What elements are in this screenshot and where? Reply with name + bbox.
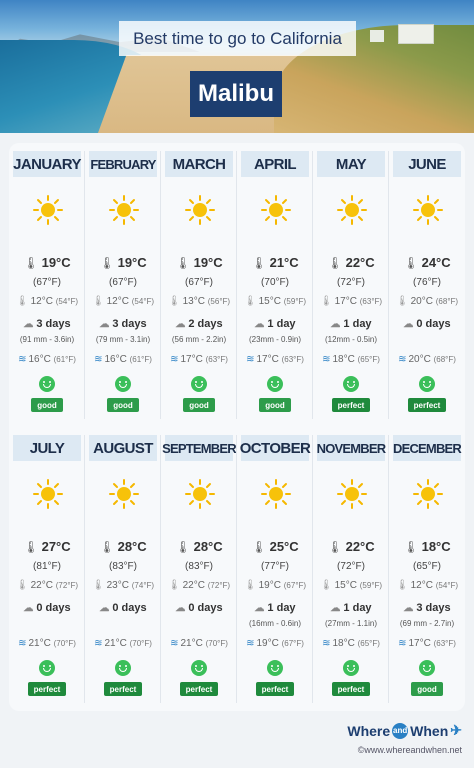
sea-temp: [85, 638, 161, 649]
thermometer-icon: 🌡: [319, 296, 333, 307]
low-temp: [161, 580, 237, 591]
sea-temp-f: (65°F): [357, 639, 380, 648]
rain-cloud-icon: ☁: [175, 603, 186, 614]
high-temp: [161, 539, 237, 554]
smiley-icon: [115, 376, 131, 392]
month-name: SEPTEMBER: [165, 435, 233, 461]
sea-temp: [9, 354, 85, 365]
low-temp-c: 15°C: [258, 296, 281, 307]
low-temp: [389, 580, 465, 591]
high-temp-f: (83°F): [109, 561, 137, 572]
month-card: [389, 427, 465, 711]
month-name: JULY: [13, 435, 81, 461]
rain-days: [9, 602, 85, 614]
high-temp-c: 22°C: [345, 255, 375, 270]
low-temp-c: 22°C: [30, 580, 53, 591]
smiley-icon: [267, 376, 283, 392]
low-temp-f: (54°F): [55, 297, 79, 306]
thermometer-icon: 🌡: [167, 580, 181, 591]
rain-amount: (27mm - 1.1in): [324, 619, 377, 628]
waves-icon: ≋: [170, 638, 179, 649]
high-temp: [237, 539, 313, 554]
month-card: [161, 143, 237, 427]
sun-icon: [337, 195, 367, 225]
sun-icon: [185, 479, 215, 509]
thermometer-icon: 🌡: [23, 540, 39, 554]
rain-days-value: 1 day: [267, 602, 296, 614]
high-temp-c: 24°C: [421, 255, 451, 270]
low-temp: [313, 580, 389, 591]
smiley-icon: [343, 660, 359, 676]
month-card: [389, 143, 465, 427]
sea-temp-f: (65°F): [357, 355, 380, 364]
thermometer-icon: 🌡: [327, 540, 343, 554]
smiley-icon: [191, 376, 207, 392]
high-temp-c: 22°C: [345, 539, 375, 554]
sun-icon: [185, 195, 215, 225]
rain-days-value: 3 days: [416, 602, 451, 614]
high-temp: [389, 539, 465, 554]
sun-icon: [109, 479, 139, 509]
rain-cloud-icon: ☁: [175, 319, 186, 330]
thermometer-icon: 🌡: [175, 256, 191, 270]
thermometer-icon: 🌡: [99, 256, 115, 270]
high-temp-f: (67°F): [33, 277, 61, 288]
thermometer-icon: 🌡: [403, 540, 419, 554]
rain-days-value: 0 days: [416, 318, 451, 330]
low-temp: [85, 580, 161, 591]
rain-cloud-icon: ☁: [330, 319, 341, 330]
house-shape: [398, 24, 434, 44]
sun-icon: [109, 195, 139, 225]
rating-badge: perfect: [180, 682, 218, 696]
sea-temp-f: (68°F): [433, 355, 456, 364]
high-temp-c: 25°C: [269, 539, 299, 554]
high-temp-f: (81°F): [33, 561, 61, 572]
location-title: Malibu: [190, 71, 282, 117]
month-name: FEBRUARY: [89, 151, 157, 177]
sea-temp: [389, 354, 465, 365]
month-card: [161, 427, 237, 711]
low-temp: [9, 580, 85, 591]
sea-temp-c: 21°C: [104, 638, 127, 649]
low-temp-f: (72°F): [55, 581, 79, 590]
month-card: [237, 427, 313, 711]
sea-temp-f: (61°F): [129, 355, 152, 364]
sea-temp-c: 16°C: [28, 354, 51, 365]
high-temp-f: (83°F): [185, 561, 213, 572]
month-card: [85, 427, 161, 711]
high-temp-c: 21°C: [269, 255, 299, 270]
low-temp-f: (67°F): [283, 581, 307, 590]
sea-temp-c: 17°C: [180, 354, 203, 365]
thermometer-icon: 🌡: [91, 580, 105, 591]
high-temp-f: (67°F): [185, 277, 213, 288]
rain-days: [85, 602, 161, 614]
low-temp: [237, 580, 313, 591]
rain-days: [237, 318, 313, 330]
logo-and: and: [392, 723, 408, 739]
logo-when: When: [410, 722, 449, 739]
sea-temp: [313, 354, 389, 365]
rating-badge: perfect: [256, 682, 294, 696]
sea-temp: [161, 354, 237, 365]
month-name: JUNE: [393, 151, 461, 177]
low-temp-c: 12°C: [30, 296, 53, 307]
sun-icon: [413, 195, 443, 225]
sea-temp-c: 20°C: [408, 354, 431, 365]
smiley-icon: [419, 660, 435, 676]
sea-temp-f: (61°F): [53, 355, 76, 364]
low-temp: [9, 296, 85, 307]
sea-temp: [389, 638, 465, 649]
low-temp-c: 15°C: [334, 580, 357, 591]
sea-temp-c: 18°C: [332, 638, 355, 649]
sea-temp-f: (63°F): [281, 355, 304, 364]
footer-url[interactable]: ©www.whereandwhen.net: [357, 745, 462, 755]
month-card: [313, 427, 389, 711]
rain-days: [161, 318, 237, 330]
rain-amount: (23mm - 0.9in): [248, 335, 301, 344]
rain-days: [389, 602, 465, 614]
sea-temp-f: (63°F): [433, 639, 456, 648]
high-temp-f: (72°F): [337, 277, 365, 288]
sun-icon: [33, 479, 63, 509]
rain-amount: (56 mm - 2.2in): [171, 335, 227, 344]
low-temp: [161, 296, 237, 307]
waves-icon: ≋: [322, 354, 331, 365]
rain-cloud-icon: ☁: [254, 603, 265, 614]
rating-badge: perfect: [332, 398, 370, 412]
low-temp-f: (63°F): [359, 297, 383, 306]
waves-icon: ≋: [170, 354, 179, 365]
rain-amount: (16mm - 0.6in): [248, 619, 301, 628]
low-temp-f: (56°F): [207, 297, 231, 306]
rain-days-value: 0 days: [36, 602, 71, 614]
thermometer-icon: 🌡: [395, 296, 409, 307]
month-card: [313, 143, 389, 427]
low-temp-c: 12°C: [106, 296, 129, 307]
smiley-icon: [191, 660, 207, 676]
high-temp-c: 27°C: [41, 539, 71, 554]
thermometer-icon: 🌡: [167, 296, 181, 307]
rain-days: [313, 318, 389, 330]
month-name: MARCH: [165, 151, 233, 177]
high-temp-f: (70°F): [261, 277, 289, 288]
low-temp-c: 13°C: [182, 296, 205, 307]
high-temp: [85, 255, 161, 270]
month-name: MAY: [317, 151, 385, 177]
sea-temp-f: (70°F): [129, 639, 152, 648]
sun-icon: [413, 479, 443, 509]
sea-temp-c: 16°C: [104, 354, 127, 365]
months-grid: [9, 143, 465, 711]
waves-icon: ≋: [322, 638, 331, 649]
low-temp: [389, 296, 465, 307]
rain-days-value: 1 day: [267, 318, 296, 330]
rating-badge: good: [31, 398, 63, 412]
rain-days: [313, 602, 389, 614]
rain-amount: (79 mm - 3.1in): [95, 335, 151, 344]
house-shape: [370, 30, 384, 42]
sun-icon: [337, 479, 367, 509]
smiley-icon: [419, 376, 435, 392]
rain-cloud-icon: ☁: [403, 319, 414, 330]
rating-badge: good: [107, 398, 139, 412]
high-temp-c: 28°C: [193, 539, 223, 554]
rain-amount: (69 mm - 2.7in): [399, 619, 455, 628]
thermometer-icon: 🌡: [395, 580, 409, 591]
rain-cloud-icon: ☁: [330, 603, 341, 614]
low-temp: [313, 296, 389, 307]
low-temp-f: (54°F): [131, 297, 155, 306]
sun-icon: [261, 195, 291, 225]
sea-temp-f: (63°F): [205, 355, 228, 364]
rain-days: [85, 318, 161, 330]
high-temp: [313, 539, 389, 554]
rain-cloud-icon: ☁: [99, 603, 110, 614]
rain-days-value: 1 day: [343, 602, 372, 614]
plane-icon: ✈: [450, 722, 462, 738]
rain-cloud-icon: ☁: [254, 319, 265, 330]
high-temp: [9, 255, 85, 270]
rating-badge: perfect: [332, 682, 370, 696]
high-temp-c: 19°C: [193, 255, 223, 270]
high-temp: [237, 255, 313, 270]
rain-days-value: 2 days: [188, 318, 223, 330]
thermometer-icon: 🌡: [15, 296, 29, 307]
rain-days-value: 3 days: [112, 318, 147, 330]
rating-badge: perfect: [104, 682, 142, 696]
month-name: APRIL: [241, 151, 309, 177]
waves-icon: ≋: [18, 354, 27, 365]
smiley-icon: [115, 660, 131, 676]
rain-days: [237, 602, 313, 614]
thermometer-icon: 🌡: [243, 296, 257, 307]
rain-days-value: 0 days: [112, 602, 147, 614]
month-card: [237, 143, 313, 427]
sea-temp: [85, 354, 161, 365]
month-name: DECEMBER: [393, 435, 461, 461]
low-temp-f: (54°F): [435, 581, 459, 590]
rain-cloud-icon: ☁: [403, 603, 414, 614]
logo-where: Where: [347, 722, 391, 739]
thermometer-icon: 🌡: [319, 580, 333, 591]
rain-days-value: 1 day: [343, 318, 372, 330]
thermometer-icon: 🌡: [175, 540, 191, 554]
high-temp-c: 18°C: [421, 539, 451, 554]
high-temp-c: 19°C: [117, 255, 147, 270]
rain-cloud-icon: ☁: [23, 319, 34, 330]
rain-amount: (12mm - 0.5in): [324, 335, 377, 344]
month-name: AUGUST: [89, 435, 157, 461]
rating-badge: good: [259, 398, 291, 412]
high-temp-f: (76°F): [413, 277, 441, 288]
sea-temp: [9, 638, 85, 649]
low-temp-c: 22°C: [182, 580, 205, 591]
rating-badge: good: [411, 682, 443, 696]
rain-cloud-icon: ☁: [99, 319, 110, 330]
high-temp-f: (65°F): [413, 561, 441, 572]
low-temp-c: 19°C: [258, 580, 281, 591]
month-card: [9, 143, 85, 427]
waves-icon: ≋: [246, 638, 255, 649]
rain-days: [389, 318, 465, 330]
sea-temp: [161, 638, 237, 649]
high-temp-c: 28°C: [117, 539, 147, 554]
sea-temp-f: (70°F): [205, 639, 228, 648]
high-temp-f: (77°F): [261, 561, 289, 572]
sea-temp: [237, 638, 313, 649]
low-temp-c: 23°C: [106, 580, 129, 591]
waves-icon: ≋: [246, 354, 255, 365]
rain-cloud-icon: ☁: [23, 603, 34, 614]
low-temp: [85, 296, 161, 307]
high-temp: [85, 539, 161, 554]
smiley-icon: [343, 376, 359, 392]
month-card: [85, 143, 161, 427]
thermometer-icon: 🌡: [243, 580, 257, 591]
thermometer-icon: 🌡: [99, 540, 115, 554]
rain-days-value: 0 days: [188, 602, 223, 614]
high-temp: [313, 255, 389, 270]
low-temp-c: 20°C: [410, 296, 433, 307]
high-temp: [389, 255, 465, 270]
month-name: OCTOBER: [241, 435, 309, 461]
smiley-icon: [39, 660, 55, 676]
sea-temp-c: 19°C: [256, 638, 279, 649]
low-temp-f: (72°F): [207, 581, 231, 590]
month-card: [9, 427, 85, 711]
sea-temp: [313, 638, 389, 649]
low-temp: [237, 296, 313, 307]
low-temp-c: 17°C: [334, 296, 357, 307]
month-name: JANUARY: [13, 151, 81, 177]
sea-temp-c: 17°C: [256, 354, 279, 365]
rating-badge: perfect: [408, 398, 446, 412]
rain-days: [9, 318, 85, 330]
high-temp: [9, 539, 85, 554]
sea-temp-f: (67°F): [281, 639, 304, 648]
thermometer-icon: 🌡: [251, 540, 267, 554]
waves-icon: ≋: [94, 638, 103, 649]
sea-temp: [237, 354, 313, 365]
month-name: NOVEMBER: [317, 435, 385, 461]
rain-days-value: 3 days: [36, 318, 71, 330]
high-temp-f: (67°F): [109, 277, 137, 288]
sun-icon: [33, 195, 63, 225]
rain-amount: (91 mm - 3.6in): [19, 335, 75, 344]
rating-badge: good: [183, 398, 215, 412]
thermometer-icon: 🌡: [15, 580, 29, 591]
low-temp-f: (74°F): [131, 581, 155, 590]
brand-logo[interactable]: [347, 722, 462, 739]
sea-temp-c: 18°C: [332, 354, 355, 365]
sea-temp-c: 17°C: [408, 638, 431, 649]
low-temp-c: 12°C: [410, 580, 433, 591]
sea-temp-f: (70°F): [53, 639, 76, 648]
waves-icon: ≋: [398, 638, 407, 649]
rating-badge: perfect: [28, 682, 66, 696]
low-temp-f: (59°F): [359, 581, 383, 590]
thermometer-icon: 🌡: [251, 256, 267, 270]
thermometer-icon: 🌡: [327, 256, 343, 270]
thermometer-icon: 🌡: [403, 256, 419, 270]
smiley-icon: [39, 376, 55, 392]
thermometer-icon: 🌡: [23, 256, 39, 270]
page-title: Best time to go to California: [119, 21, 356, 56]
waves-icon: ≋: [94, 354, 103, 365]
rain-days: [161, 602, 237, 614]
smiley-icon: [267, 660, 283, 676]
thermometer-icon: 🌡: [91, 296, 105, 307]
high-temp-f: (72°F): [337, 561, 365, 572]
high-temp-c: 19°C: [41, 255, 71, 270]
low-temp-f: (68°F): [435, 297, 459, 306]
waves-icon: ≋: [18, 638, 27, 649]
waves-icon: ≋: [398, 354, 407, 365]
sea-temp-c: 21°C: [180, 638, 203, 649]
high-temp: [161, 255, 237, 270]
sun-icon: [261, 479, 291, 509]
sea-temp-c: 21°C: [28, 638, 51, 649]
low-temp-f: (59°F): [283, 297, 307, 306]
